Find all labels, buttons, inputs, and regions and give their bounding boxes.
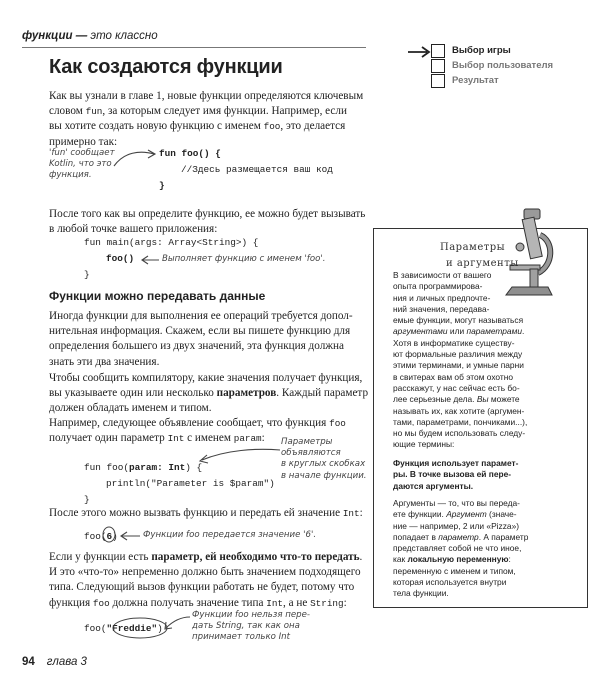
sidebar-title-line-1: Параметры (440, 242, 506, 253)
annotation-freddie: Функции foo нельзя пере- дать String, так как она принимает только Int (192, 610, 311, 643)
annotation-arrow-freddie (162, 614, 192, 632)
code-block-param: fun foo(param: Int) { println("Parameter is $param") } (84, 462, 275, 505)
paragraph-pass-value: После этого можно вызвать функцию и передать ей значение Int: (49, 507, 363, 519)
toc-checkbox-3 (431, 74, 445, 88)
paragraph-example: Например, следующее объявление сообщает, что функция foo получает один параметр Int с именем param: (49, 417, 346, 445)
code-block-foo: fun foo() { //Здесь размещается ваш код } (159, 148, 333, 191)
page-footer (22, 656, 87, 668)
toc-item-3: Результат (452, 75, 499, 86)
paragraph-intro: Как вы узнали в главе 1, новые функции определяются ключевым словом fun, за которым следует имя функции. Например, если вы хотите создать новую функцию с именем foo, это делается примерно так: (49, 90, 364, 148)
toc-checkbox-1 (431, 44, 445, 58)
annotation-params: Параметры объявляются в круглых скобках в начале функции. (281, 437, 367, 481)
toc-item-2: Выбор пользователя (452, 60, 554, 71)
chapter-label: глава 3 (46, 656, 87, 668)
paragraph-extra-info: Иногда функции для выполнения ее операций требуется допол- нительная информация. Скажем, если вы пишете функцию для определения большего из двух значений, эта функция должна знать эти два значения. (49, 310, 353, 368)
toc-checkbox-2 (431, 59, 445, 73)
annotation-arrow-call (139, 254, 161, 266)
section-heading: Функции можно передавать данные (49, 289, 266, 303)
annotation-arrow-fun (112, 146, 158, 186)
sidebar-paragraph-1: В зависимости от вашего опыта программирова- ния и личных предпочте- ний значения, передава- емые функции, могут называться аргументами или параметрами. Хотя в информатике существу- ют формальные различия между этими терминами, и умные парни в свитерах вам об этом охотно расскажут, у нас сейчас есть бо- лее серьезные дела. Вы можете называть их, как хотите (аргумен- тами, параметрами, пончиками...), но мы будем использовать следу- ющие термины: (393, 270, 528, 450)
paragraph-must-pass: Если у функции есть параметр, ей необходимо что-то передать. И это «что-то» непременно должно быть значением подходящего типа. Следующий вызов функции работать не будет, потому что функция foo должна получать значение типа Int, а не String: (49, 551, 363, 609)
running-header: функции — это классно (22, 30, 158, 42)
page-title: Как создаются функции (49, 56, 283, 78)
annotation-arrow-6 (118, 530, 142, 542)
toc-item-1: Выбор игры (452, 45, 511, 56)
header-rule (22, 47, 366, 48)
paragraph-parameters: Чтобы сообщить компилятору, какие значения получает функция, вы указываете один или несколько параметров. Каждый параметр должен обладать именем и типом. (49, 372, 369, 415)
sidebar-title-line-2: и аргументы (446, 258, 519, 269)
annotation-6: Функции foo передается значение '6'. (143, 530, 317, 540)
paragraph-call: После того как вы определите функцию, ее можно будет вызывать в любой точке вашего приложения: (49, 208, 366, 236)
annotation-fun: 'fun' сообщает Kotlin, что это функция. (49, 148, 115, 181)
page-number: 94 (22, 656, 35, 668)
sidebar-paragraph-3: Аргументы — то, что вы переда- ете функции. Аргумент (значе- ние — например, 2 или «Pizza») попадает в параметр. А параметр представляет собой не что иное, как локальную переменную: переменную с именем и типом, которая используется внутри тела функции. (393, 498, 529, 599)
circle-highlight (102, 526, 116, 543)
code-call-6: foo(6) (84, 531, 118, 542)
code-call-freddie: foo("Freddie") (84, 623, 163, 634)
sidebar-paragraph-2: Функция использует парамет- ры. В точке вызова ей пере- даются аргументы. (393, 458, 519, 491)
annotation-call: Выполняет функцию с именем 'foo'. (162, 254, 326, 264)
arrow-icon (407, 46, 433, 58)
code-block-main: fun main(args: Array<String>) { foo() } (84, 237, 259, 280)
circle-highlight-string (111, 617, 169, 639)
